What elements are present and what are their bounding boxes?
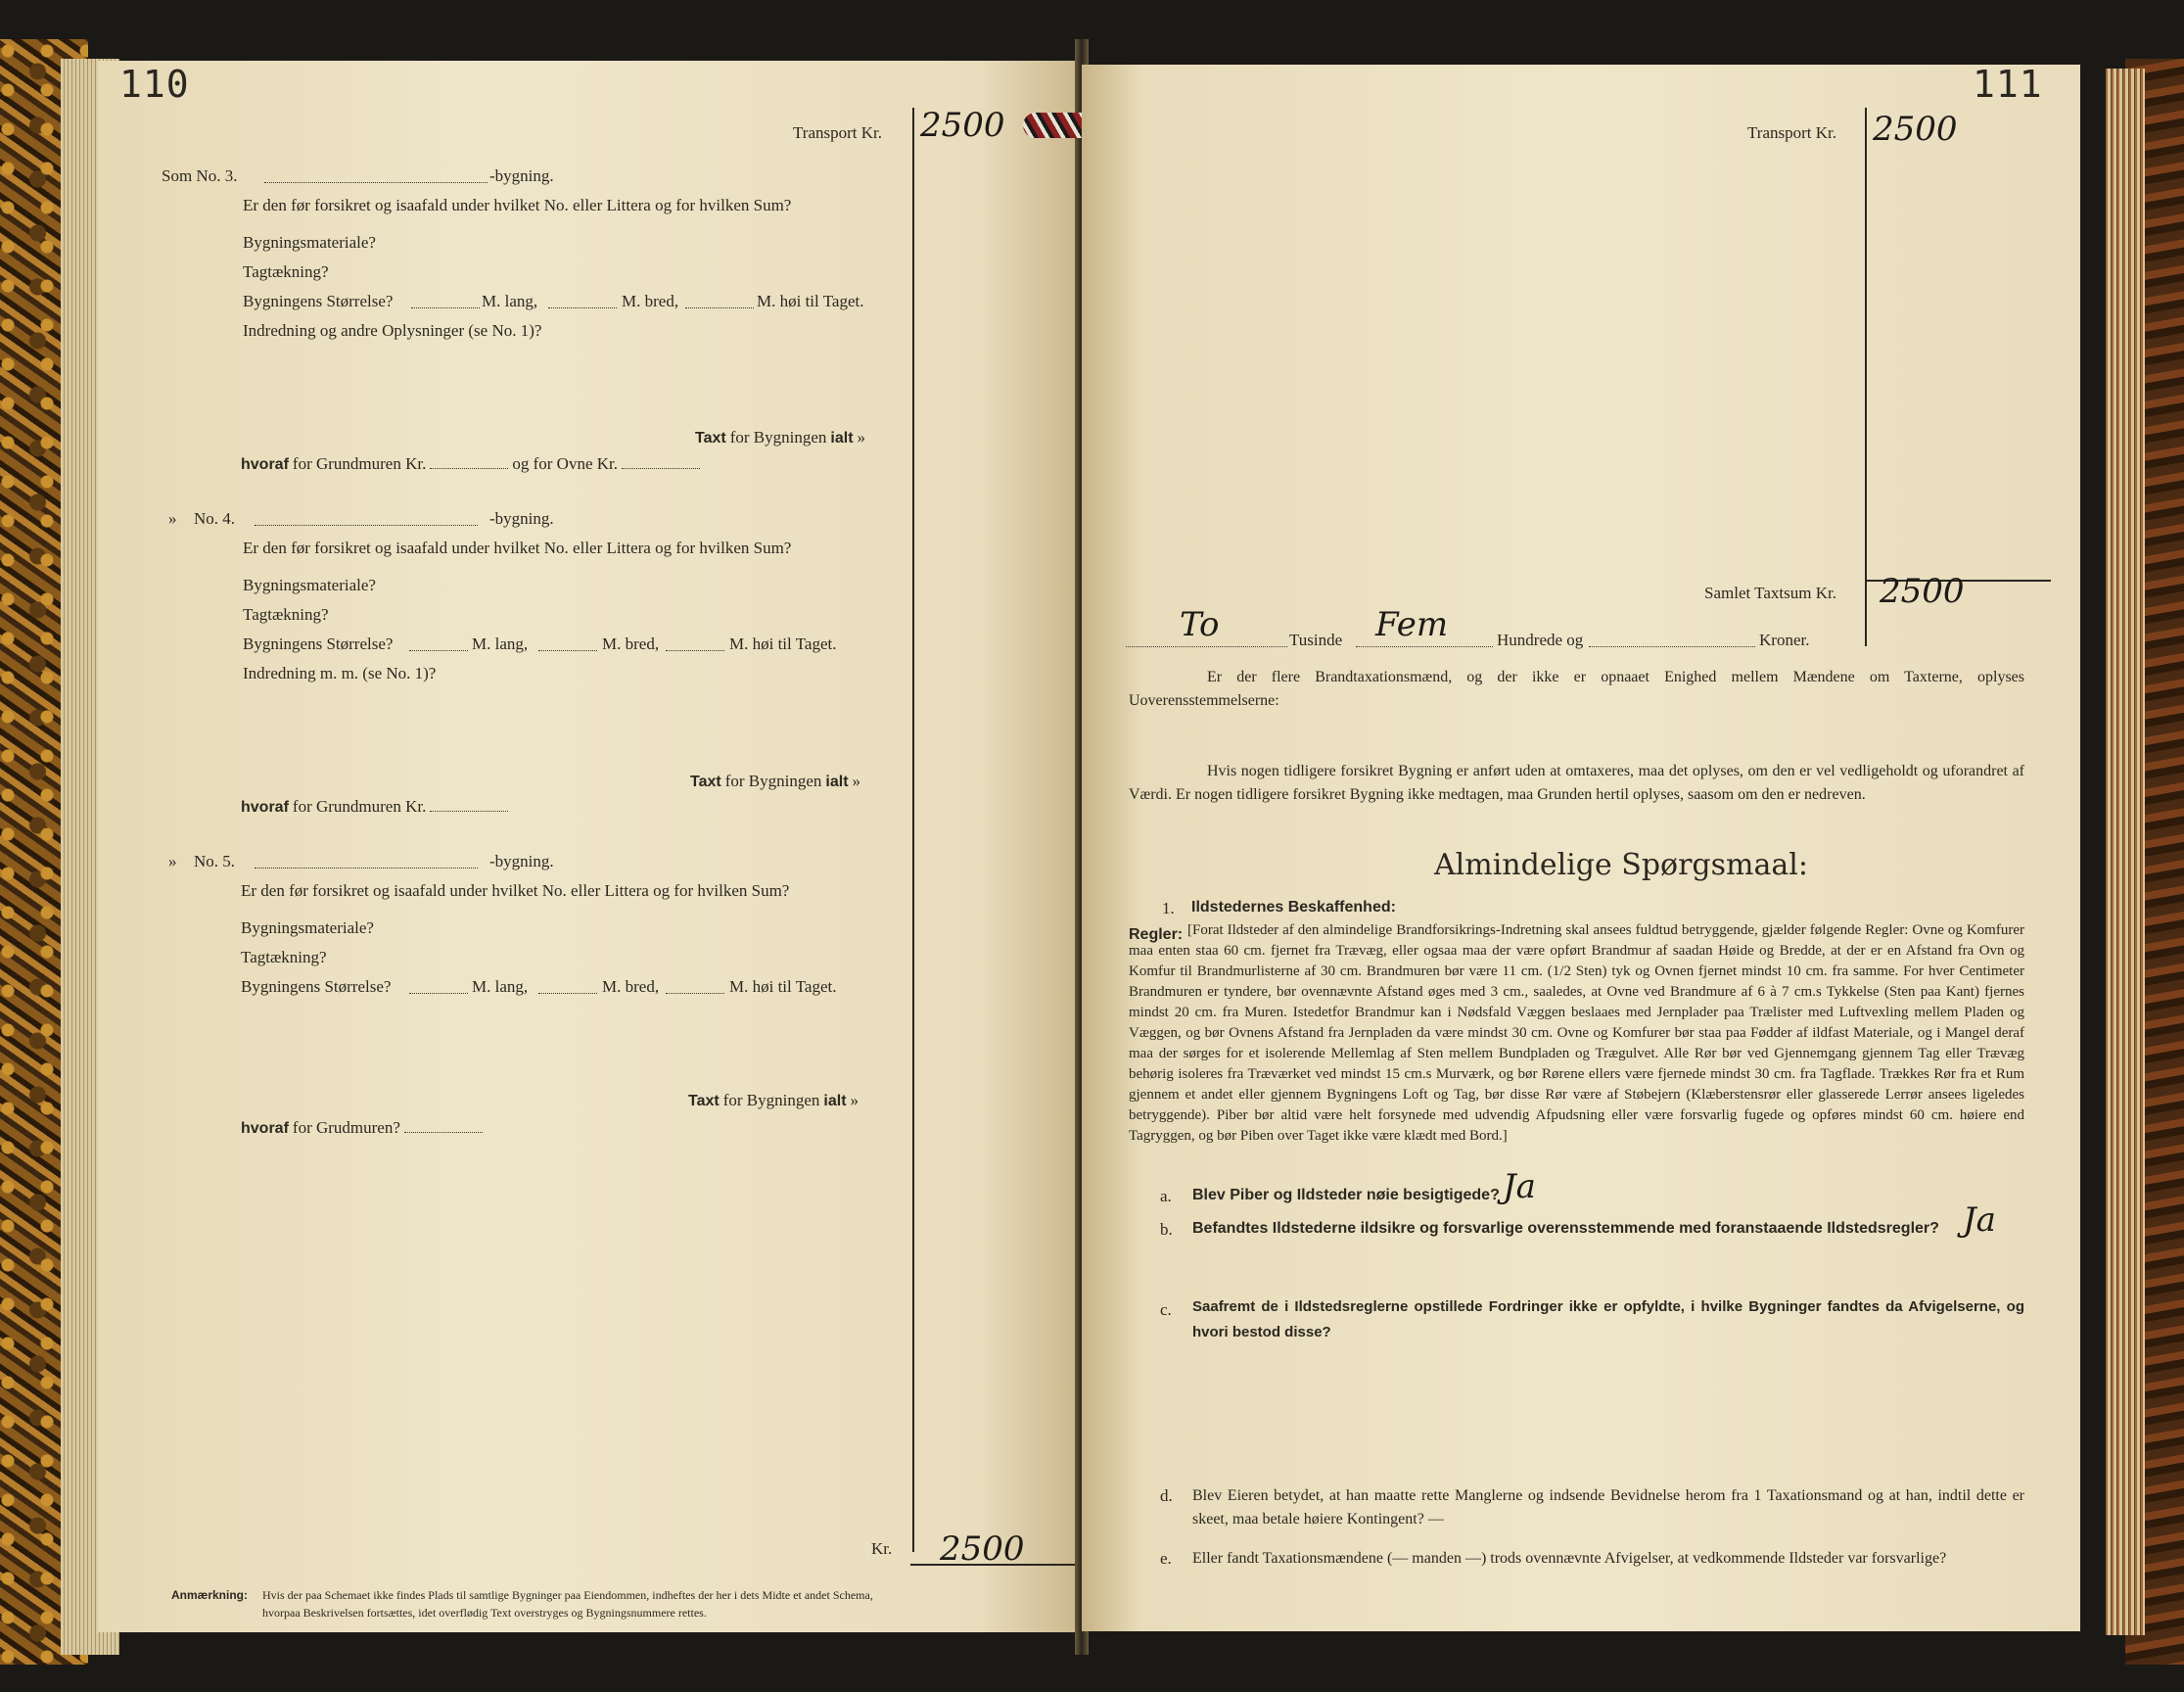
section4-width-blank (538, 638, 597, 651)
transport-value: 2500 (920, 106, 1005, 145)
transport-label-right: Transport Kr. (1747, 123, 1836, 142)
section3-grundmur-blank (430, 456, 508, 469)
section3-material: Bygningsmateriale? (243, 233, 376, 252)
section3-hvoraf-line (241, 454, 700, 474)
section3-width-blank (548, 296, 617, 308)
section3-m-bred: M. bred, (622, 292, 679, 310)
section5-grundmur: for Grudmuren? (292, 1118, 400, 1137)
section5-taxt-prefix: Taxt (688, 1093, 720, 1109)
rules-text: [Forat Ildsteder af den almindelige Brandforsikrings-Indretning skal ansees fuldtud betryggende, gjælder følgende Regler: Ovne og Komfurer maa enten staa 60 cm. fjernet fra Trævæg, eller ogsaa maa der være opført Brandmur af saadan Høide og Bredde, at der er en Afstand fra Ovn og Komfur til Brandmurlisterne af 30 cm. Brandmuren bør være 11 cm. (1/2 Sten) tyk og Ovnen fjernet mindst 10 cm. fra samme. For hver Centimeter Brandmuren er tyndere, bør ovennævnte Afstand øges med 3 cm., saaledes, at Ovne ved Brandmure af 6 à 7 cm.s Tykkelse (Sten paa Kant) fjernes mindst 20 cm. fra Muren. Istedetfor Brandmur kan i Nødsfald Væggen beslaaes med Jernplader paa Trælister med Luftvexling mellem Pladen og Væggen, og bør Ovnens Afstand fra Jernpladen da være mindst 30 cm. Ovne og Komfurer bør staa paa Fødder af ildfast Materiale, og i Mangel deraf maa der sørges for et isolerende Mellemlag af Sten mellem Bundpladen og Trægulvet. Alle Rør bør ved Gjennemgang gjennem Tag eller Trævæg behørig isoleres fra Træværket ved mindst 15 cm.s Murværk, og bør Rørene ellers være fjernede mindst 30 cm. fra Tagflade. Trækkes Rør fra et Rum gjennem et andet eller gjennem Bygningens Loft og Tag, bør disse Rør være af Støbejern (Klæberstensrør eller glasserede Lerrør ansees ligeledes betryggende). Piber bør altid være helt forsynede med udvendig Afpudsning eller være forsvarlig fugede og opføres mindst 60 cm. høiere end Tagryggen, og bør Piben over Taget ikke være klædt med Bord.] (1129, 922, 2024, 1144)
section4-q-insured: Er den før forsikret og isaafald under hvilket No. eller Littera og for hvilken Sum? (243, 539, 792, 557)
transport-value-right: 2500 (1873, 110, 1958, 149)
section5-ditto: » (168, 852, 177, 870)
amount-column-rule-left (912, 108, 914, 1552)
section4-m-hoi: M. høi til Taget. (729, 634, 837, 653)
qb-label: b. (1160, 1220, 1173, 1239)
section5-size-label: Bygningens Størrelse? (241, 977, 392, 996)
section3-roofing: Tagtækning? (243, 262, 329, 281)
section3-ovne-blank (622, 456, 700, 469)
section4-height-blank (666, 638, 724, 651)
section5-m-lang: M. lang, (472, 977, 529, 996)
section5-q-insured: Er den før forsikret og isaafald under hvilket No. eller Littera og for hvilken Sum? (241, 881, 790, 900)
section5-width-blank (538, 981, 597, 994)
section5-taxt-line (688, 1091, 859, 1110)
tusinde-label: Tusinde (1289, 631, 1343, 649)
section3-taxt-suffix: ialt (830, 430, 854, 446)
qc-text: Saafremt de i Ildstedsreglerne opstillede Fordringer ikke er opfyldte, i hvilke Bygninger fandtes da Afvigelserne, og hvori bestod disse? (1192, 1298, 2024, 1340)
note-label: Anmærkning: (171, 1588, 248, 1602)
section3-hvoraf: hvoraf (241, 456, 289, 473)
section5-building-suffix: -bygning. (489, 852, 554, 870)
section5-taxt-suffix: ialt (823, 1093, 847, 1109)
section3-length-blank (411, 296, 480, 308)
qa-label: a. (1160, 1187, 1172, 1205)
page-edges-right (2106, 69, 2145, 1635)
qe-text: Eller fandt Taxationsmændene (— manden —) trods ovennævnte Afvigelser, at vedkommende Ildsteder var forsvarlige? (1192, 1550, 1947, 1567)
section3-taxt-middle: for Bygningen (729, 428, 827, 446)
rules-label: Regler: (1129, 926, 1184, 943)
transport-label: Transport Kr. (793, 123, 882, 142)
section4-taxt-line (690, 772, 860, 791)
right-page (1082, 65, 2080, 1631)
q1-number: 1. (1162, 899, 1175, 917)
section5-m-bred: M. bred, (602, 977, 660, 996)
section4-taxt-middle: for Bygningen (724, 772, 822, 790)
qb-text: Befandtes Ildstederne ildsikre og forsvarlige overensstemmende med foranstaaende Ildstedsregler? (1192, 1220, 1939, 1237)
left-page (98, 61, 1077, 1632)
section5-hvoraf-line (241, 1118, 483, 1138)
section3-ditto: » (857, 428, 866, 446)
section3-prefix: Som No. 3. (162, 166, 238, 185)
section3-m-lang: M. lang, (482, 292, 538, 310)
section4-prefix: No. 4. (194, 509, 236, 528)
section3-building-blank (264, 170, 488, 183)
section4-taxt-suffix: ialt (825, 774, 849, 790)
q1-title: Ildstedernes Beskaffenhed: (1191, 899, 1396, 916)
general-questions-heading: Almindelige Spørgsmaal: (1434, 848, 1808, 882)
disagreement-text: Er der flere Brandtaxationsmænd, og der ikke er opnaaet Enighed mellem Mændene om Taxterne, oplyses Uoverensstemmelserne: (1129, 669, 2024, 709)
kroner-label: Kroner. (1759, 631, 1810, 649)
kr-value: 2500 (940, 1529, 1025, 1569)
section5-height-blank (666, 981, 724, 994)
section4-ditto-2: » (852, 772, 861, 790)
qc-label: c. (1160, 1300, 1172, 1319)
section4-building-blank (255, 513, 478, 526)
section3-grundmur: for Grundmuren Kr. (292, 454, 427, 473)
section5-roofing: Tagtækning? (241, 948, 327, 966)
note-line2: hvorpaa Beskrivelsen fortsættes, idet overflødig Text overstryges og Bygningsnummere rettes. (262, 1606, 707, 1620)
section3-building-suffix: -bygning. (489, 166, 554, 185)
samlet-value: 2500 (1880, 572, 1965, 611)
section4-grundmur: for Grundmuren Kr. (292, 797, 427, 816)
amount-column-rule (1865, 108, 1867, 646)
section5-taxt-middle: for Bygningen (722, 1091, 820, 1109)
qd-label: d. (1160, 1486, 1173, 1505)
section5-length-blank (409, 981, 468, 994)
section5-hvoraf: hvoraf (241, 1120, 289, 1137)
section4-roofing: Tagtækning? (243, 605, 329, 624)
kroner-blank (1589, 634, 1755, 647)
section4-m-lang: M. lang, (472, 634, 529, 653)
section4-taxt-prefix: Taxt (690, 774, 721, 790)
section3-taxt-line (695, 428, 865, 447)
section4-size-label: Bygningens Størrelse? (243, 634, 394, 653)
qb-answer: Ja (1963, 1200, 1996, 1240)
qa-answer: Ja (1503, 1167, 1536, 1206)
section3-taxt-prefix: Taxt (695, 430, 726, 446)
thousands-words: To (1180, 605, 1220, 644)
page-number-right: 111 (1973, 63, 2043, 106)
samlet-label: Samlet Taxtsum Kr. (1704, 584, 1836, 602)
section5-grundmur-blank (404, 1120, 483, 1133)
section5-ditto-2: » (850, 1091, 860, 1109)
note-line1: Hvis der paa Schemaet ikke findes Plads til samtlige Bygninger paa Eiendommen, indheftes der her i dets Midte et andet Schema, (262, 1588, 873, 1602)
section5-material: Bygningsmateriale? (241, 918, 374, 937)
section4-ditto: » (168, 509, 177, 528)
qa-text: Blev Piber og Ildsteder nøie besigtigede? (1192, 1187, 1500, 1203)
hundreds-words: Fem (1375, 605, 1449, 644)
prior-insured-text: Hvis nogen tidligere forsikret Bygning er anført uden at omtaxeres, maa det oplyses, om den er vel vedligeholdt og uforandret af Værdi. Er nogen tidligere forsikret Bygning ikke medtagen, maa Grunden hertil oplyses, saasom om den er nedreven. (1129, 763, 2024, 803)
section4-m-bred: M. bred, (602, 634, 660, 653)
section4-material: Bygningsmateriale? (243, 576, 376, 594)
section5-m-hoi: M. høi til Taget. (729, 977, 837, 996)
section3-q-insured: Er den før forsikret og isaafald under hvilket No. eller Littera og for hvilken Sum? (243, 196, 792, 214)
section4-hvoraf: hvoraf (241, 799, 289, 816)
qd-text: Blev Eieren betydet, at han maatte rette Manglerne og indsende Bevidnelse herom fra 1 Taxationsmand og at han, indtil dette er skeet, maa betale høiere Kontingent? — (1192, 1487, 2024, 1528)
section4-interior: Indredning m. m. (se No. 1)? (243, 664, 437, 682)
section4-hvoraf-line (241, 797, 508, 817)
section3-size-label: Bygningens Størrelse? (243, 292, 394, 310)
qe-label: e. (1160, 1549, 1172, 1568)
section4-length-blank (409, 638, 468, 651)
section3-interior: Indredning og andre Oplysninger (se No. 1)? (243, 321, 542, 340)
section3-m-hoi: M. høi til Taget. (757, 292, 864, 310)
section4-building-suffix: -bygning. (489, 509, 554, 528)
page-number: 110 (119, 63, 190, 106)
section3-ovne: og for Ovne Kr. (512, 454, 619, 473)
section3-height-blank (685, 296, 754, 308)
kr-label: Kr. (871, 1539, 893, 1558)
section5-prefix: No. 5. (194, 852, 236, 870)
section5-building-blank (255, 856, 478, 869)
section4-grundmur-blank (430, 799, 508, 812)
hundrede-og-label: Hundrede og (1497, 631, 1584, 649)
